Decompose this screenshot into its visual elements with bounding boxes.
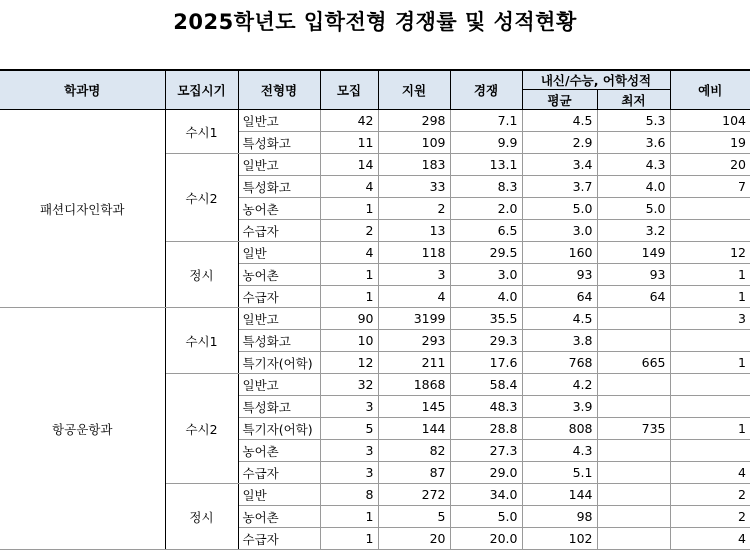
min-cell [597, 462, 670, 484]
ratio-cell: 8.3 [450, 176, 522, 198]
waitlist-cell [670, 374, 750, 396]
type-cell: 수급자 [238, 528, 320, 550]
min-cell: 4.3 [597, 154, 670, 176]
ratio-cell: 6.5 [450, 220, 522, 242]
quota-cell: 8 [320, 484, 378, 506]
avg-cell: 144 [522, 484, 597, 506]
applicants-cell: 144 [378, 418, 450, 440]
period-cell: 정시 [165, 242, 238, 308]
min-cell: 5.3 [597, 110, 670, 132]
type-cell: 특기자(어학) [238, 418, 320, 440]
waitlist-cell [670, 396, 750, 418]
ratio-cell: 28.8 [450, 418, 522, 440]
applicants-cell: 87 [378, 462, 450, 484]
waitlist-cell: 1 [670, 418, 750, 440]
period-cell: 수시2 [165, 374, 238, 484]
header-applicants: 지원 [378, 70, 450, 110]
min-cell [597, 484, 670, 506]
table-body [0, 110, 750, 550]
avg-cell: 5.1 [522, 462, 597, 484]
avg-cell: 4.3 [522, 440, 597, 462]
quota-cell: 4 [320, 242, 378, 264]
applicants-cell: 293 [378, 330, 450, 352]
avg-cell: 93 [522, 264, 597, 286]
quota-cell: 14 [320, 154, 378, 176]
waitlist-cell [670, 198, 750, 220]
ratio-cell: 2.0 [450, 198, 522, 220]
avg-cell: 3.9 [522, 396, 597, 418]
avg-cell: 64 [522, 286, 597, 308]
min-cell: 93 [597, 264, 670, 286]
waitlist-cell: 12 [670, 242, 750, 264]
applicants-cell: 145 [378, 396, 450, 418]
ratio-cell: 29.0 [450, 462, 522, 484]
quota-cell: 3 [320, 396, 378, 418]
min-cell [597, 374, 670, 396]
min-cell: 3.2 [597, 220, 670, 242]
applicants-cell: 4 [378, 286, 450, 308]
avg-cell: 2.9 [522, 132, 597, 154]
type-cell: 특성화고 [238, 396, 320, 418]
applicants-cell: 2 [378, 198, 450, 220]
type-cell: 특기자(어학) [238, 352, 320, 374]
waitlist-cell: 2 [670, 506, 750, 528]
waitlist-cell: 1 [670, 352, 750, 374]
ratio-cell: 3.0 [450, 264, 522, 286]
type-cell: 농어촌 [238, 264, 320, 286]
avg-cell: 4.5 [522, 110, 597, 132]
table-row [0, 308, 750, 330]
waitlist-cell: 1 [670, 286, 750, 308]
waitlist-cell: 3 [670, 308, 750, 330]
header-type: 전형명 [238, 70, 320, 110]
type-cell: 특성화고 [238, 176, 320, 198]
waitlist-cell: 19 [670, 132, 750, 154]
ratio-cell: 35.5 [450, 308, 522, 330]
dept-name-cell: 항공운항과 [0, 308, 165, 550]
waitlist-cell: 2 [670, 484, 750, 506]
period-cell: 수시2 [165, 154, 238, 242]
waitlist-cell: 104 [670, 110, 750, 132]
ratio-cell: 20.0 [450, 528, 522, 550]
ratio-cell: 17.6 [450, 352, 522, 374]
avg-cell: 3.7 [522, 176, 597, 198]
min-cell: 64 [597, 286, 670, 308]
min-cell: 4.0 [597, 176, 670, 198]
applicants-cell: 109 [378, 132, 450, 154]
applicants-cell: 20 [378, 528, 450, 550]
applicants-cell: 211 [378, 352, 450, 374]
period-cell: 수시1 [165, 308, 238, 374]
min-cell [597, 528, 670, 550]
applicants-cell: 118 [378, 242, 450, 264]
quota-cell: 32 [320, 374, 378, 396]
type-cell: 일반고 [238, 154, 320, 176]
quota-cell: 10 [320, 330, 378, 352]
waitlist-cell: 7 [670, 176, 750, 198]
applicants-cell: 5 [378, 506, 450, 528]
type-cell: 수급자 [238, 462, 320, 484]
header-avg: 평균 [522, 90, 597, 110]
ratio-cell: 29.3 [450, 330, 522, 352]
dept-name-cell: 패션디자인학과 [0, 110, 165, 308]
page-title: 2025학년도 입학전형 경쟁률 및 성적현황 [173, 10, 577, 34]
waitlist-cell [670, 330, 750, 352]
avg-cell: 768 [522, 352, 597, 374]
avg-cell: 3.0 [522, 220, 597, 242]
period-cell: 정시 [165, 484, 238, 550]
quota-cell: 5 [320, 418, 378, 440]
applicants-cell: 3 [378, 264, 450, 286]
quota-cell: 90 [320, 308, 378, 330]
min-cell [597, 330, 670, 352]
applicants-cell: 13 [378, 220, 450, 242]
ratio-cell: 58.4 [450, 374, 522, 396]
ratio-cell: 5.0 [450, 506, 522, 528]
avg-cell: 808 [522, 418, 597, 440]
type-cell: 일반고 [238, 308, 320, 330]
quota-cell: 1 [320, 264, 378, 286]
header-period: 모집시기 [165, 70, 238, 110]
avg-cell: 160 [522, 242, 597, 264]
ratio-cell: 13.1 [450, 154, 522, 176]
type-cell: 일반고 [238, 374, 320, 396]
type-cell: 농어촌 [238, 198, 320, 220]
ratio-cell: 27.3 [450, 440, 522, 462]
quota-cell: 3 [320, 462, 378, 484]
min-cell: 149 [597, 242, 670, 264]
header-grades: 내신/수능, 어학성적 [522, 70, 670, 90]
table-row [0, 110, 750, 132]
min-cell: 5.0 [597, 198, 670, 220]
quota-cell: 11 [320, 132, 378, 154]
waitlist-cell [670, 440, 750, 462]
applicants-cell: 82 [378, 440, 450, 462]
quota-cell: 12 [320, 352, 378, 374]
type-cell: 일반고 [238, 110, 320, 132]
header-dept: 학과명 [0, 70, 165, 110]
quota-cell: 2 [320, 220, 378, 242]
type-cell: 농어촌 [238, 440, 320, 462]
quota-cell: 42 [320, 110, 378, 132]
applicants-cell: 183 [378, 154, 450, 176]
min-cell: 665 [597, 352, 670, 374]
ratio-cell: 29.5 [450, 242, 522, 264]
min-cell [597, 506, 670, 528]
type-cell: 특성화고 [238, 132, 320, 154]
quota-cell: 3 [320, 440, 378, 462]
waitlist-cell: 4 [670, 528, 750, 550]
min-cell [597, 396, 670, 418]
min-cell: 735 [597, 418, 670, 440]
header-min: 최저 [597, 90, 670, 110]
admissions-table [0, 69, 750, 550]
avg-cell: 5.0 [522, 198, 597, 220]
quota-cell: 1 [320, 528, 378, 550]
avg-cell: 98 [522, 506, 597, 528]
waitlist-cell [670, 220, 750, 242]
avg-cell: 4.5 [522, 308, 597, 330]
period-cell: 수시1 [165, 110, 238, 154]
applicants-cell: 33 [378, 176, 450, 198]
avg-cell: 3.4 [522, 154, 597, 176]
type-cell: 일반 [238, 484, 320, 506]
ratio-cell: 34.0 [450, 484, 522, 506]
avg-cell: 3.8 [522, 330, 597, 352]
header-waitlist: 예비 [670, 70, 750, 110]
waitlist-cell: 20 [670, 154, 750, 176]
applicants-cell: 1868 [378, 374, 450, 396]
waitlist-cell: 4 [670, 462, 750, 484]
type-cell: 농어촌 [238, 506, 320, 528]
quota-cell: 1 [320, 198, 378, 220]
ratio-cell: 9.9 [450, 132, 522, 154]
waitlist-cell: 1 [670, 264, 750, 286]
applicants-cell: 298 [378, 110, 450, 132]
type-cell: 수급자 [238, 286, 320, 308]
header-ratio: 경쟁 [450, 70, 522, 110]
ratio-cell: 4.0 [450, 286, 522, 308]
type-cell: 특성화고 [238, 330, 320, 352]
min-cell [597, 308, 670, 330]
ratio-cell: 48.3 [450, 396, 522, 418]
avg-cell: 4.2 [522, 374, 597, 396]
ratio-cell: 7.1 [450, 110, 522, 132]
quota-cell: 4 [320, 176, 378, 198]
avg-cell: 102 [522, 528, 597, 550]
quota-cell: 1 [320, 286, 378, 308]
applicants-cell: 3199 [378, 308, 450, 330]
min-cell: 3.6 [597, 132, 670, 154]
applicants-cell: 272 [378, 484, 450, 506]
header-quota: 모집 [320, 70, 378, 110]
type-cell: 일반 [238, 242, 320, 264]
min-cell [597, 440, 670, 462]
type-cell: 수급자 [238, 220, 320, 242]
quota-cell: 1 [320, 506, 378, 528]
